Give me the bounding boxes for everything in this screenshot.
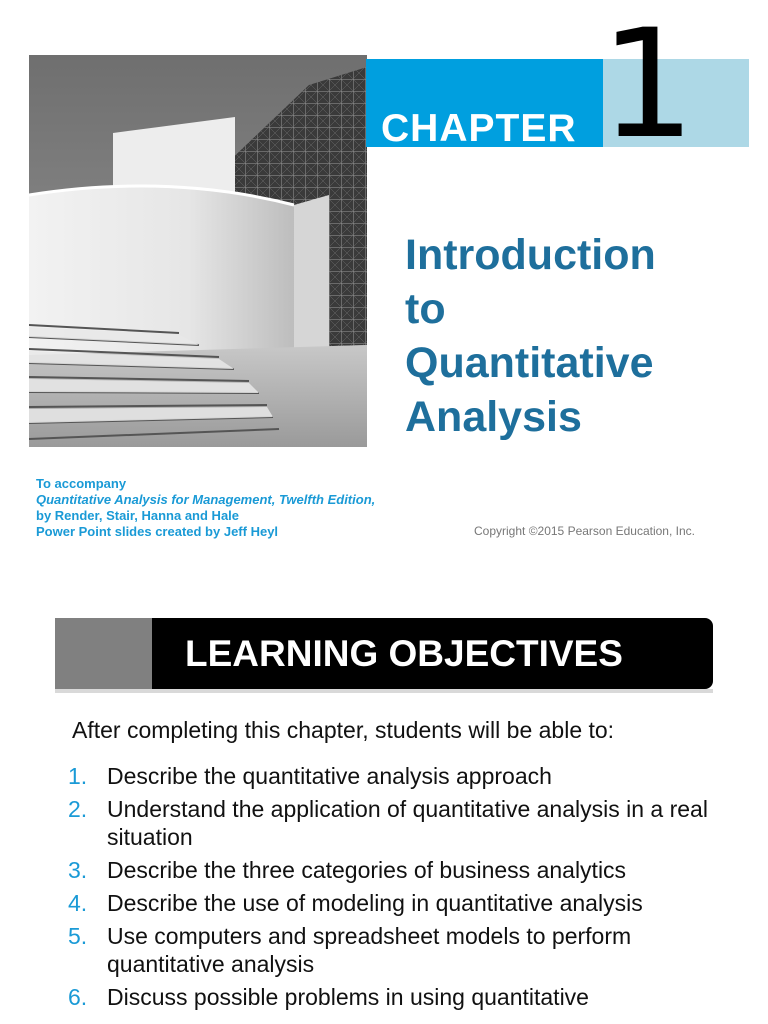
- objective-number: 1.: [68, 763, 88, 789]
- cover-photo-building: [29, 55, 367, 447]
- chapter-title-line: Analysis: [405, 393, 582, 441]
- objectives-intro: After completing this chapter, students will be able to:: [72, 717, 615, 743]
- chapter-title-line: to: [405, 285, 446, 333]
- objectives-list: [68, 762, 728, 1016]
- objective-item: [68, 856, 728, 884]
- copyright: Copyright ©2015 Pearson Education, Inc.: [474, 524, 695, 538]
- chapter-title-line: Quantitative: [405, 339, 654, 387]
- objective-number: 4.: [68, 890, 88, 916]
- objective-text: Discuss possible problems in using quantitative: [107, 984, 589, 1010]
- chapter-title-line: Introduction: [405, 231, 656, 279]
- chapter-title: [405, 228, 735, 444]
- objective-item: [68, 795, 728, 851]
- objective-number: 6.: [68, 984, 88, 1010]
- objective-item: [68, 983, 728, 1011]
- heading-bar-shadow: [55, 689, 713, 693]
- chapter-label: CHAPTER: [381, 107, 577, 150]
- credits-slides-author: Power Point slides created by Jeff Heyl: [36, 524, 279, 539]
- objective-text: Describe the use of modeling in quantitative analysis: [107, 890, 643, 916]
- credits-authors: by Render, Stair, Hanna and Hale: [36, 508, 240, 523]
- objective-item: [68, 889, 728, 917]
- heading-bar-accent: [55, 618, 155, 689]
- credits: [36, 476, 375, 540]
- credits-line: To accompany: [36, 476, 127, 491]
- chapter-number: 1: [600, 0, 696, 172]
- learning-objectives-slide: [0, 576, 768, 1024]
- objective-number: 5.: [68, 923, 88, 949]
- objective-item: [68, 922, 728, 978]
- objective-number: 3.: [68, 857, 88, 883]
- slide-heading: LEARNING OBJECTIVES: [185, 633, 623, 674]
- objective-text: Understand the application of quantitative analysis in a real situation: [107, 796, 708, 850]
- objective-number: 2.: [68, 796, 88, 822]
- objective-text: Use computers and spreadsheet models to perform quantitative analysis: [107, 923, 632, 977]
- objective-item: [68, 762, 728, 790]
- objective-text: Describe the quantitative analysis approach: [107, 763, 552, 789]
- objective-text: Describe the three categories of business analytics: [107, 857, 627, 883]
- credits-book-title: Quantitative Analysis for Management, Twelfth Edition,: [36, 492, 376, 507]
